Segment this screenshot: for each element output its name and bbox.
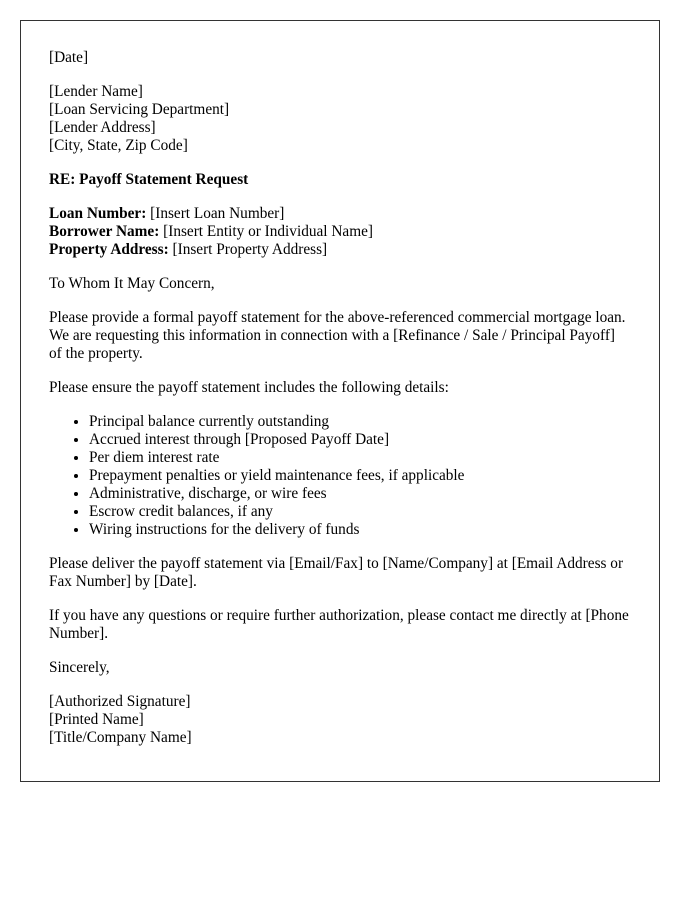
list-item: • Per diem interest rate: [89, 449, 631, 467]
date: [Date]: [49, 49, 89, 66]
property-address-value: [Insert Property Address]: [168, 241, 328, 258]
list-item: • Wiring instructions for the delivery of funds: [89, 521, 631, 539]
list-item: • Accrued interest through [Proposed Payoff Date]: [89, 431, 631, 449]
list-item: • Escrow credit balances, if any: [89, 503, 631, 521]
subject-line: RE: Payoff Statement Request: [49, 171, 249, 188]
title-company-name: [Title/Company Name]: [49, 729, 192, 746]
details-intro-paragraph: Please ensure the payoff statement includes the following details:: [49, 379, 449, 396]
borrower-name-row: [49, 223, 631, 241]
details-list: [49, 413, 631, 539]
list-item: • Administrative, discharge, or wire fees: [89, 485, 631, 503]
request-paragraph: Please provide a formal payoff statement for the above-referenced commercial mortgage loan. We are requesting this information in connection with a [Refinance / Sale / Principal Payoff] of the property.: [49, 309, 626, 362]
contact-paragraph: If you have any questions or require further authorization, please contact me directly at [Phone Number].: [49, 607, 629, 642]
authorized-signature: [Authorized Signature]: [49, 693, 191, 710]
loan-number-row: [49, 205, 631, 223]
borrower-name-value: [Insert Entity or Individual Name]: [159, 223, 373, 240]
loan-servicing-department: [Loan Servicing Department]: [49, 101, 230, 118]
property-address-label: Property Address:: [49, 241, 169, 258]
letter-document: [20, 20, 660, 782]
loan-number-value: [Insert Loan Number]: [146, 205, 285, 222]
delivery-paragraph: Please deliver the payoff statement via [Email/Fax] to [Name/Company] at [Email Address or Fax Number] by [Date].: [49, 555, 624, 590]
property-address-row: [49, 241, 631, 259]
borrower-name-label: Borrower Name:: [49, 223, 160, 240]
signature-block: [49, 693, 631, 747]
city-state-zip: [City, State, Zip Code]: [49, 137, 188, 154]
lender-name: [Lender Name]: [49, 83, 143, 100]
recipient-address: [49, 83, 631, 155]
printed-name: [Printed Name]: [49, 711, 144, 728]
salutation: To Whom It May Concern,: [49, 275, 215, 292]
date-line: [49, 49, 631, 67]
loan-number-label: Loan Number:: [49, 205, 147, 222]
closing: Sincerely,: [49, 659, 110, 676]
list-item: • Prepayment penalties or yield maintenance fees, if applicable: [89, 467, 631, 485]
lender-address: [Lender Address]: [49, 119, 156, 136]
loan-details: [49, 205, 631, 259]
list-item: • Principal balance currently outstanding: [89, 413, 631, 431]
